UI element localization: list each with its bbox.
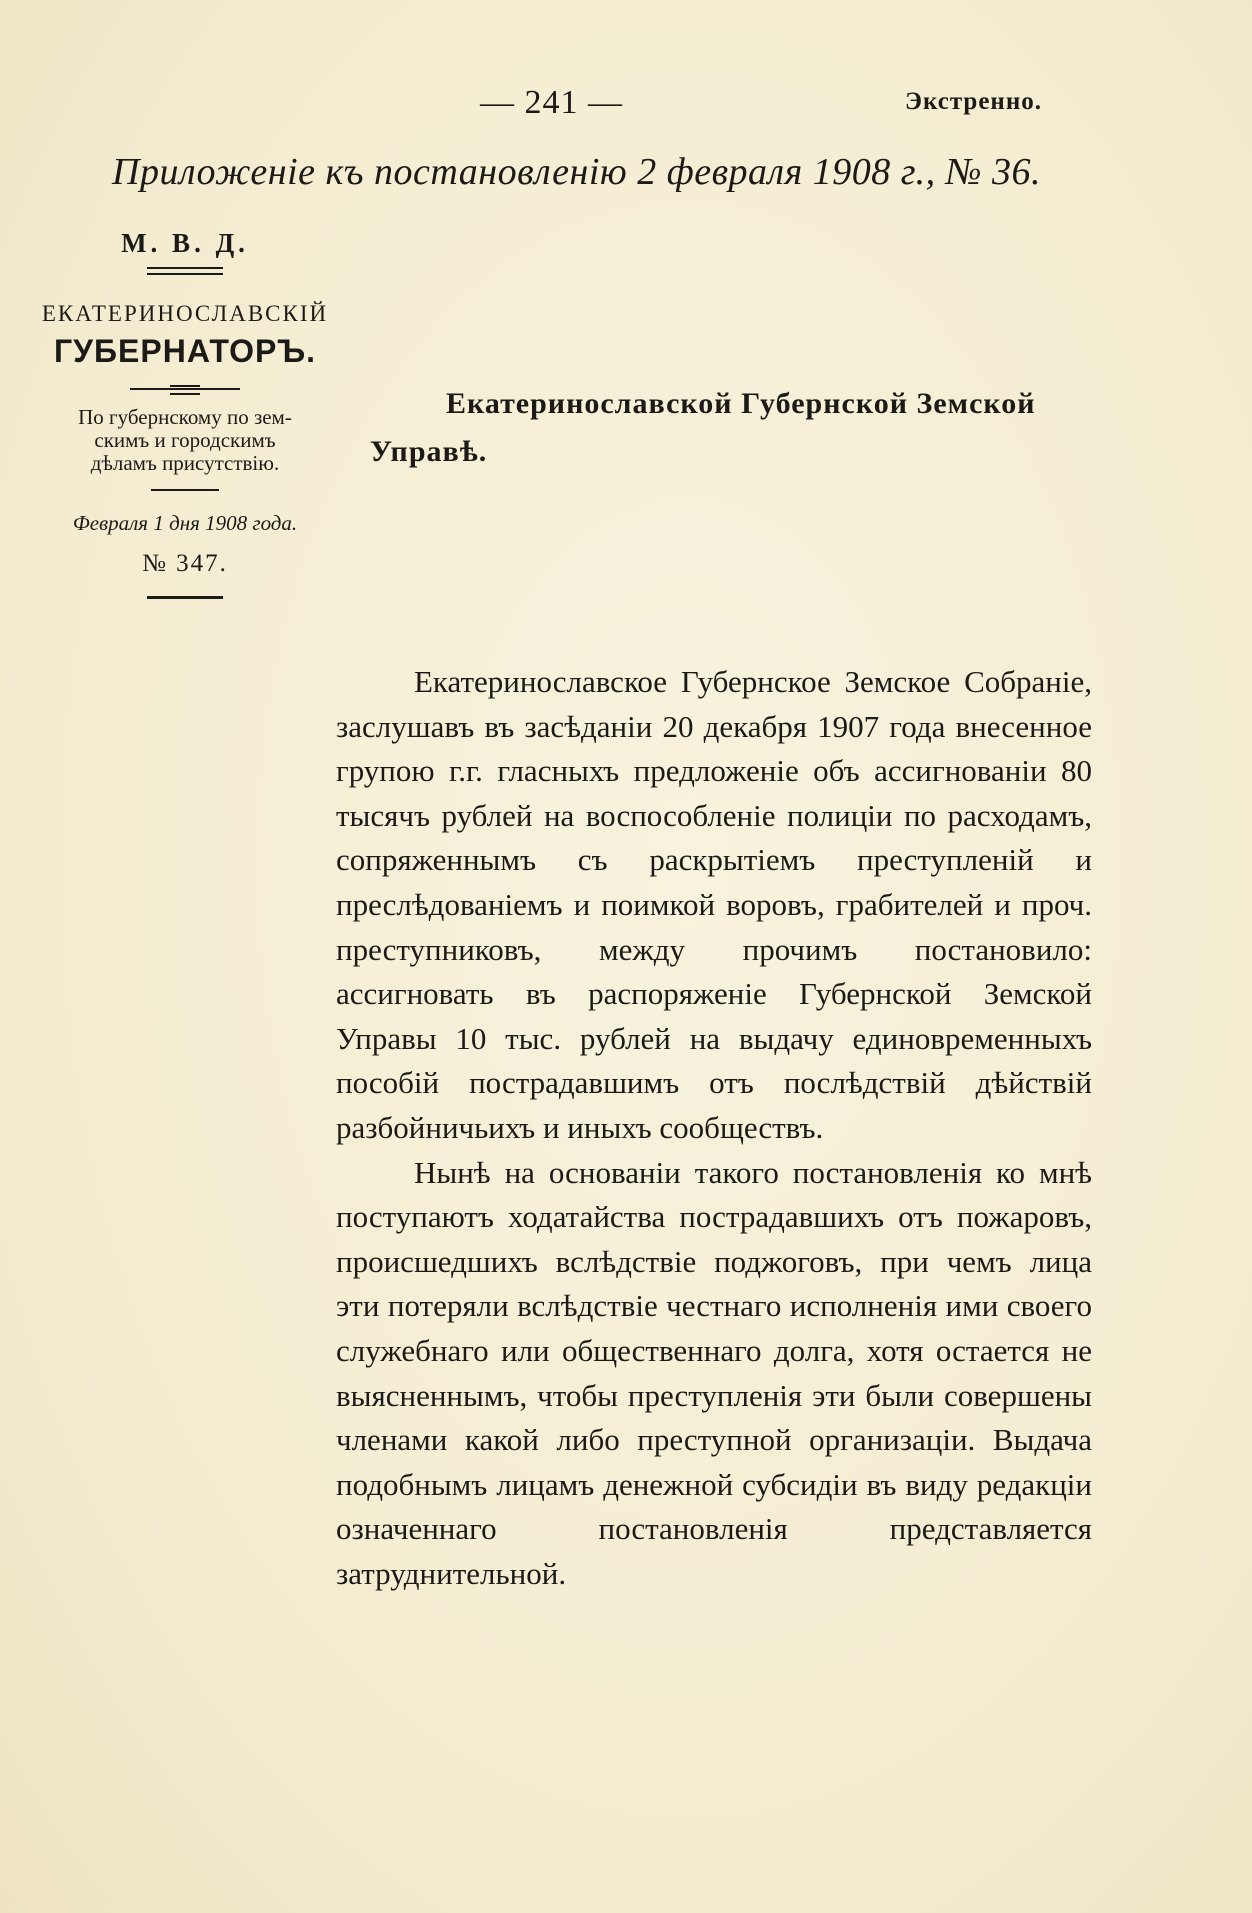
ornamental-rule — [130, 388, 240, 390]
double-rule — [147, 267, 223, 275]
ministry-abbreviation: М. В. Д. — [121, 228, 249, 258]
paragraph: Нынѣ на основаніи такого постановленія ко мнѣ поступаютъ ходатайства пострадавшихъ отъ пожаровъ, происшедшихъ вслѣдствіе поджоговъ, при чемъ лица эти потеряли вслѣдствіе честнаго исполненія ими своего служебнаго или общественнаго долга, хотя остается не выясненнымъ, чтобы преступленія эти были совершены членами какой либо преступной организаціи. Выдача подобнымъ лицамъ денежной субсидіи въ виду редакціи означеннаго постановленія представляется затруднительной. — [336, 1154, 1092, 1591]
addressee: Екатеринославской Губернской Земской Управѣ. — [370, 387, 1036, 468]
annex-title: Приложеніе къ постановленію 2 февраля 1908 г., № 36. — [112, 151, 1041, 193]
sender-block — [30, 228, 340, 599]
document-date: Февраля 1 дня 1908 года. — [72, 511, 298, 535]
office-name: ЕКАТЕРИНОСЛАВСКІЙ — [41, 301, 329, 326]
paragraph: Екатеринославское Губернское Земское Собраніе, заслушавъ въ засѣданіи 20 декабря 1907 года внесенное групою г.г. гласныхъ предложеніе объ ассигнованіи 80 тысячъ рублей на воспособленіе полиціи по расходамъ, сопряженнымъ съ раскрытіемъ преступленій и преслѣдованіемъ и поимкой воровъ, грабителей и проч. преступниковъ, между прочимъ постановило: ассигновать въ распоряженіе Губернской Земской Управы 10 тыс. рублей на выдачу единовременныхъ пособій пострадавшимъ отъ послѣдствій дѣйствій разбойничьихъ и иныхъ сообществъ. — [336, 664, 1092, 1145]
divider — [147, 596, 223, 599]
official-title: ГУБЕРНАТОРЪ. — [53, 333, 317, 369]
document-number: № 347. — [142, 550, 228, 577]
divider — [151, 489, 219, 491]
department-line: скимъ и городскимъ — [94, 428, 276, 452]
department-line: дѣламъ присутствію. — [90, 451, 280, 475]
page-number: — 241 — — [480, 84, 623, 121]
body-text — [336, 660, 1092, 1596]
urgency-mark: Экстренно. — [905, 88, 1042, 115]
department — [30, 406, 340, 475]
department-line: По губернскому по зем- — [78, 405, 292, 429]
